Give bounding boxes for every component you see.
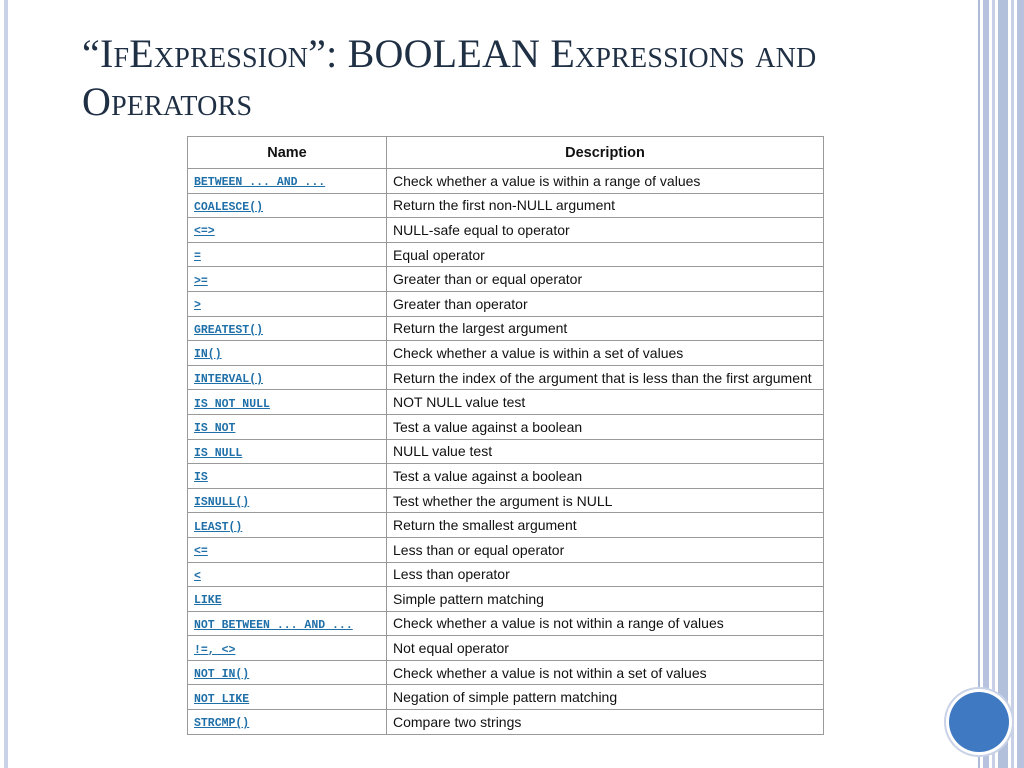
operator-link[interactable]: > <box>194 299 201 313</box>
description-cell: Greater than operator <box>387 291 824 316</box>
operator-link[interactable]: IS NOT NULL <box>194 397 270 411</box>
operator-link[interactable]: >= <box>194 274 208 288</box>
operator-link[interactable]: <= <box>194 545 208 559</box>
operator-link[interactable]: LEAST() <box>194 520 243 534</box>
table-row <box>188 390 824 415</box>
table-row <box>188 464 824 489</box>
operator-link[interactable]: IS NOT <box>194 422 236 436</box>
description-cell: Return the index of the argument that is less than the first argument <box>387 365 824 390</box>
description-cell: Simple pattern matching <box>387 587 824 612</box>
table-row <box>188 218 824 243</box>
table-row <box>188 587 824 612</box>
operator-link[interactable]: IS <box>194 471 208 485</box>
table-row <box>188 710 824 735</box>
description-cell: Check whether a value is within a range of values <box>387 169 824 194</box>
operator-link[interactable]: NOT LIKE <box>194 692 250 706</box>
operators-table <box>187 136 824 735</box>
operator-link[interactable]: IN() <box>194 348 222 362</box>
decorative-circle <box>949 692 1009 752</box>
description-cell: Check whether a value is not within a set of values <box>387 660 824 685</box>
operator-link[interactable]: NOT BETWEEN ... AND ... <box>194 618 353 632</box>
operator-link[interactable]: STRCMP() <box>194 717 250 731</box>
right-decorative-stripes <box>978 0 1024 768</box>
operator-link[interactable]: INTERVAL() <box>194 373 264 387</box>
table-row <box>188 193 824 218</box>
description-cell: Greater than or equal operator <box>387 267 824 292</box>
operator-link[interactable]: <=> <box>194 225 215 239</box>
table-row <box>188 291 824 316</box>
operator-link[interactable]: ISNULL() <box>194 496 250 510</box>
description-cell: Test a value against a boolean <box>387 464 824 489</box>
description-cell: NULL value test <box>387 439 824 464</box>
operator-link[interactable]: NOT IN() <box>194 668 250 682</box>
table-row <box>188 488 824 513</box>
description-cell: Return the largest argument <box>387 316 824 341</box>
description-cell: Not equal operator <box>387 636 824 661</box>
operator-link[interactable]: BETWEEN ... AND ... <box>194 176 326 190</box>
operator-link[interactable]: = <box>194 250 201 264</box>
table-row <box>188 513 824 538</box>
operator-link[interactable]: < <box>194 569 201 583</box>
column-header-description: Description <box>387 137 824 169</box>
description-cell: Negation of simple pattern matching <box>387 685 824 710</box>
table-row <box>188 414 824 439</box>
table-row <box>188 537 824 562</box>
operator-link[interactable]: LIKE <box>194 594 222 608</box>
table-row <box>188 562 824 587</box>
left-border <box>0 0 10 768</box>
operator-link[interactable]: !=, <> <box>194 643 236 657</box>
table-row <box>188 341 824 366</box>
description-cell: Less than operator <box>387 562 824 587</box>
description-cell: Return the smallest argument <box>387 513 824 538</box>
table-row <box>188 636 824 661</box>
table-row <box>188 660 824 685</box>
description-cell: Compare two strings <box>387 710 824 735</box>
table-row <box>188 242 824 267</box>
table-row <box>188 685 824 710</box>
operator-link[interactable]: GREATEST() <box>194 323 264 337</box>
table-row <box>188 611 824 636</box>
table-header-row <box>188 137 824 169</box>
column-header-name: Name <box>188 137 387 169</box>
table-row <box>188 365 824 390</box>
description-cell: Test a value against a boolean <box>387 414 824 439</box>
table-row <box>188 439 824 464</box>
description-cell: NULL-safe equal to operator <box>387 218 824 243</box>
operator-link[interactable]: IS NULL <box>194 446 243 460</box>
operator-link[interactable]: COALESCE() <box>194 200 264 214</box>
description-cell: NOT NULL value test <box>387 390 824 415</box>
table-row <box>188 316 824 341</box>
description-cell: Check whether a value is within a set of values <box>387 341 824 366</box>
description-cell: Return the first non-NULL argument <box>387 193 824 218</box>
slide-title: “IfExpression”: BOOLEAN Expressions and Operators <box>82 31 817 124</box>
description-cell: Equal operator <box>387 242 824 267</box>
description-cell: Test whether the argument is NULL <box>387 488 824 513</box>
description-cell: Check whether a value is not within a range of values <box>387 611 824 636</box>
table-row <box>188 169 824 194</box>
description-cell: Less than or equal operator <box>387 537 824 562</box>
table-row <box>188 267 824 292</box>
